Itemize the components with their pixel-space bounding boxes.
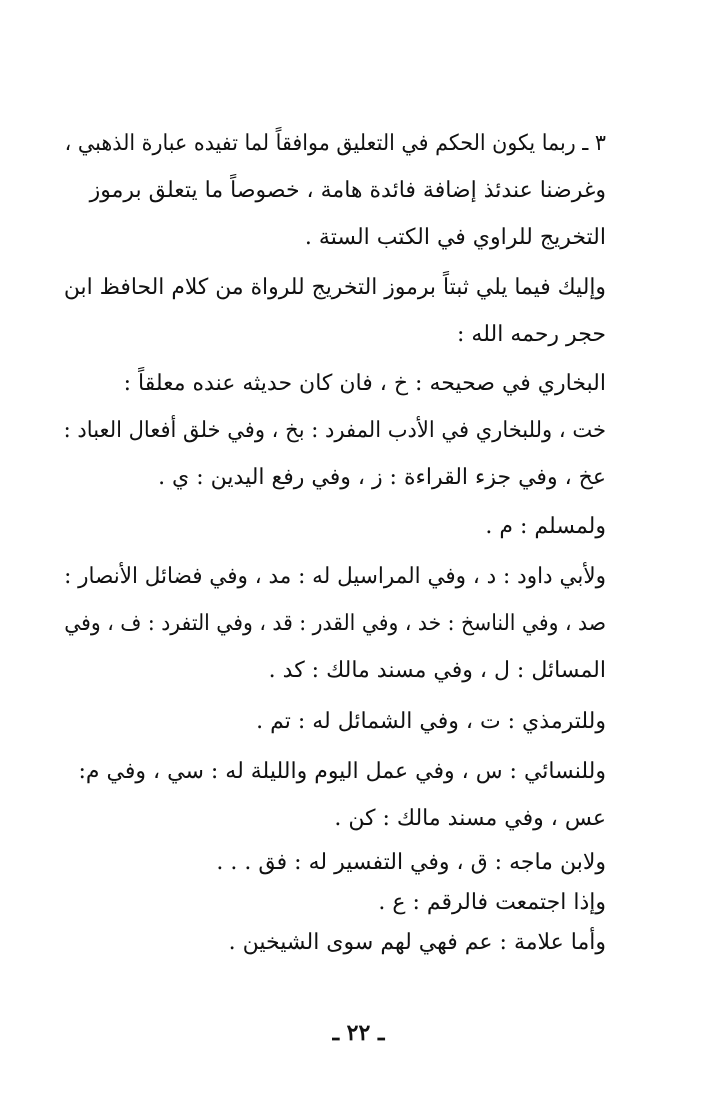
text-line: ولابن ماجه : ق ، وفي التفسير له : فق . . . [216,850,606,875]
text-line: ولأبي داود : د ، وفي المراسيل له : مد ، وفي فضائل الأنصار : [64,564,606,589]
text-line: وغرضنا عندئذ إضافة فائدة هامة ، خصوصاً ما يتعلق برموز [89,178,606,203]
text-line: وإذا اجتمعت فالرقم : ع . [378,890,606,915]
paragraph-nasai [64,748,606,842]
paragraph-tirmidhi [64,698,606,745]
text-line: صد ، وفي الناسخ : خد ، وفي القدر : قد ، وفي التفرد : ف ، وفي [64,611,606,636]
text-line: التخريج للراوي في الكتب الستة . [304,225,606,250]
text-line: خت ، وللبخاري في الأدب المفرد : بخ ، وفي خلق أفعال العباد : [63,418,607,443]
text-line: وأما علامة : عم فهي لهم سوى الشيخين . [228,930,606,955]
paragraph-muslim [64,503,606,550]
text-line: عخ ، وفي جزء القراءة : ز ، وفي رفع اليدين : ي . [158,465,606,490]
text-line: وللنسائي : س ، وفي عمل اليوم والليلة له : سي ، وفي م: [78,759,606,784]
text-line: ٣ ـ ربما يكون الحكم في التعليق موافقاً لما تفيده عبارة الذهبي ، [64,131,606,156]
paragraph-bukhari [64,360,606,501]
text-line: وإليك فيما يلي ثبتاً برموز التخريج للرواة من كلام الحافظ ابن [63,275,606,300]
paragraph-note-3 [64,120,606,261]
text-line: عس ، وفي مسند مالك : كن . [334,806,606,831]
text-line: وللترمذي : ت ، وفي الشمائل له : تم . [256,709,606,734]
text-line: ولمسلم : م . [485,514,606,539]
text-line: المسائل : ل ، وفي مسند مالك : كد . [268,658,606,683]
text-line: البخاري في صحيحه : خ ، فان كان حديثه عنده معلقاً : [123,371,606,396]
page-number: ـ ٢٢ ـ [332,1020,385,1046]
text-line: حجر رحمه الله : [457,322,606,347]
paragraph-intro [64,264,606,358]
paragraph-abu-dawud [64,553,606,694]
paragraph-ibn-majah [64,843,606,963]
